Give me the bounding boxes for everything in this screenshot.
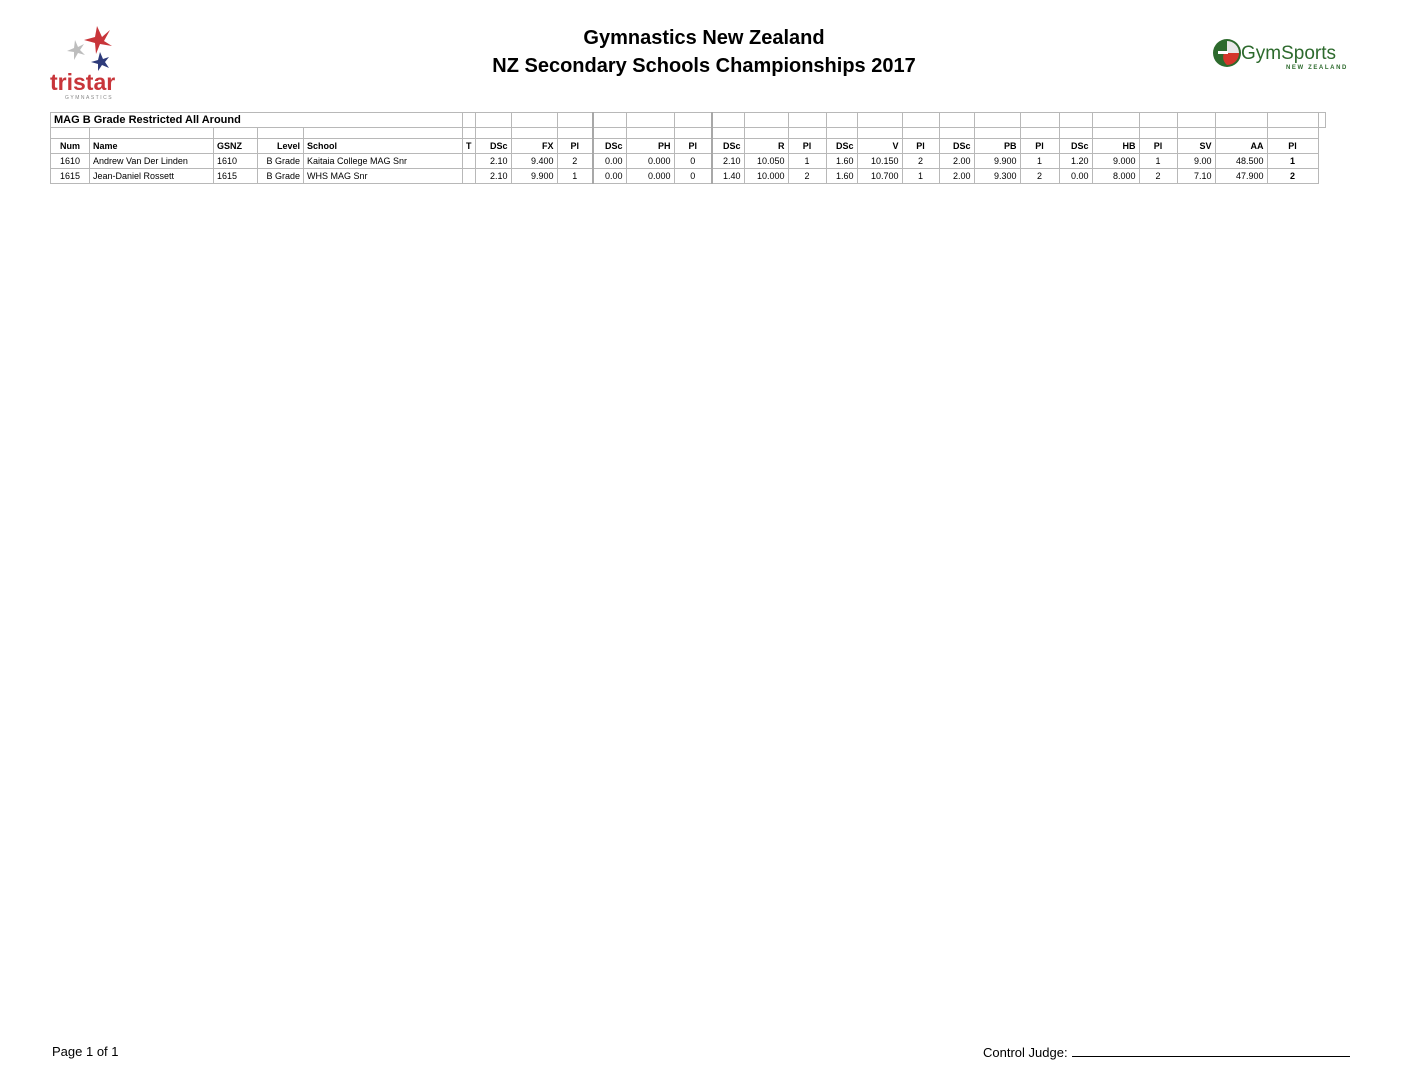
- cell-r: 10.000: [744, 169, 788, 184]
- cell-ph: 0.000: [626, 169, 674, 184]
- cell-v-dsc: 1.60: [826, 154, 857, 169]
- cell-aa-pl: 2: [1267, 169, 1318, 184]
- control-judge-signature: [983, 1044, 1350, 1060]
- col-r-pl: Pl: [788, 139, 826, 154]
- col-t: T: [463, 139, 476, 154]
- cell-t: [463, 169, 476, 184]
- col-hb-dsc: DSc: [1059, 139, 1092, 154]
- cell-fx: 9.400: [511, 154, 557, 169]
- col-hb: HB: [1092, 139, 1139, 154]
- cell-ph-pl: 0: [674, 154, 712, 169]
- col-pb-dsc: DSc: [939, 139, 974, 154]
- col-name: Name: [90, 139, 214, 154]
- cell-pb-dsc: 2.00: [939, 169, 974, 184]
- col-hb-pl: Pl: [1139, 139, 1177, 154]
- title-organization: Gymnastics New Zealand: [583, 27, 825, 49]
- col-ph: PH: [626, 139, 674, 154]
- col-pb-pl: Pl: [1020, 139, 1059, 154]
- cell-v-dsc: 1.60: [826, 169, 857, 184]
- cell-r-dsc: 2.10: [712, 154, 744, 169]
- col-school: School: [304, 139, 463, 154]
- cell-ph-dsc: 0.00: [593, 154, 626, 169]
- tristar-stars-icon: [48, 22, 130, 102]
- col-aa-pl: Pl: [1267, 139, 1318, 154]
- cell-r-dsc: 1.40: [712, 169, 744, 184]
- cell-sv: 9.00: [1177, 154, 1215, 169]
- cell-num: 1615: [51, 169, 90, 184]
- cell-gsnz: 1610: [214, 154, 258, 169]
- cell-level: B Grade: [258, 169, 304, 184]
- col-pb: PB: [974, 139, 1020, 154]
- table-spacer-row: [51, 128, 1326, 139]
- cell-ph-dsc: 0.00: [593, 169, 626, 184]
- col-level: Level: [258, 139, 304, 154]
- cell-hb-pl: 1: [1139, 154, 1177, 169]
- table-caption: MAG B Grade Restricted All Around: [51, 113, 463, 128]
- cell-ph-pl: 0: [674, 169, 712, 184]
- cell-hb: 8.000: [1092, 169, 1139, 184]
- cell-r: 10.050: [744, 154, 788, 169]
- cell-pb-dsc: 2.00: [939, 154, 974, 169]
- col-ph-dsc: DSc: [593, 139, 626, 154]
- gymsports-logo: [1210, 36, 1355, 72]
- col-fx-pl: Pl: [557, 139, 593, 154]
- cell-aa-pl: 1: [1267, 154, 1318, 169]
- cell-fx-pl: 2: [557, 154, 593, 169]
- cell-v-pl: 1: [902, 169, 939, 184]
- table-caption-row: [51, 113, 1326, 128]
- col-v-pl: Pl: [902, 139, 939, 154]
- table-header-row: [51, 139, 1326, 154]
- cell-gsnz: 1615: [214, 169, 258, 184]
- col-r: R: [744, 139, 788, 154]
- cell-level: B Grade: [258, 154, 304, 169]
- cell-pb-pl: 1: [1020, 154, 1059, 169]
- col-v: V: [857, 139, 902, 154]
- cell-hb-pl: 2: [1139, 169, 1177, 184]
- gymsports-emblem-icon: [1210, 36, 1355, 72]
- control-judge-label: Control Judge:: [983, 1045, 1068, 1060]
- col-fx: FX: [511, 139, 557, 154]
- results-table: [50, 112, 1326, 184]
- cell-r-pl: 1: [788, 154, 826, 169]
- cell-sv: 7.10: [1177, 169, 1215, 184]
- table-row: [51, 154, 1326, 169]
- cell-aa: 48.500: [1215, 154, 1267, 169]
- col-v-dsc: DSc: [826, 139, 857, 154]
- cell-t: [463, 154, 476, 169]
- document-title: [0, 24, 1408, 80]
- tristar-logo: [48, 22, 130, 102]
- cell-r-pl: 2: [788, 169, 826, 184]
- cell-num: 1610: [51, 154, 90, 169]
- cell-school: Kaitaia College MAG Snr: [304, 154, 463, 169]
- col-fx-dsc: DSc: [475, 139, 511, 154]
- signature-line: [1072, 1044, 1350, 1057]
- col-ph-pl: Pl: [674, 139, 712, 154]
- cell-pb-pl: 2: [1020, 169, 1059, 184]
- page-number: Page 1 of 1: [52, 1044, 119, 1059]
- title-event: NZ Secondary Schools Championships 2017: [492, 55, 916, 77]
- cell-v: 10.700: [857, 169, 902, 184]
- col-gsnz: GSNZ: [214, 139, 258, 154]
- cell-name: Andrew Van Der Linden: [90, 154, 214, 169]
- cell-aa: 47.900: [1215, 169, 1267, 184]
- cell-fx-pl: 1: [557, 169, 593, 184]
- col-num: Num: [51, 139, 90, 154]
- cell-pb: 9.900: [974, 154, 1020, 169]
- tristar-subtext: GYMNASTICS: [65, 95, 114, 101]
- cell-fx: 9.900: [511, 169, 557, 184]
- gymsports-wordmark: GymSports: [1241, 43, 1337, 64]
- table-row: [51, 169, 1326, 184]
- cell-fx-dsc: 2.10: [475, 169, 511, 184]
- cell-hb-dsc: 1.20: [1059, 154, 1092, 169]
- col-r-dsc: DSc: [712, 139, 744, 154]
- col-aa: AA: [1215, 139, 1267, 154]
- cell-ph: 0.000: [626, 154, 674, 169]
- cell-hb-dsc: 0.00: [1059, 169, 1092, 184]
- gymsports-subtext: NEW ZEALAND: [1286, 65, 1348, 71]
- cell-pb: 9.300: [974, 169, 1020, 184]
- cell-school: WHS MAG Snr: [304, 169, 463, 184]
- cell-hb: 9.000: [1092, 154, 1139, 169]
- cell-v-pl: 2: [902, 154, 939, 169]
- tristar-wordmark: tristar: [50, 69, 116, 95]
- cell-fx-dsc: 2.10: [475, 154, 511, 169]
- cell-name: Jean-Daniel Rossett: [90, 169, 214, 184]
- cell-v: 10.150: [857, 154, 902, 169]
- col-sv: SV: [1177, 139, 1215, 154]
